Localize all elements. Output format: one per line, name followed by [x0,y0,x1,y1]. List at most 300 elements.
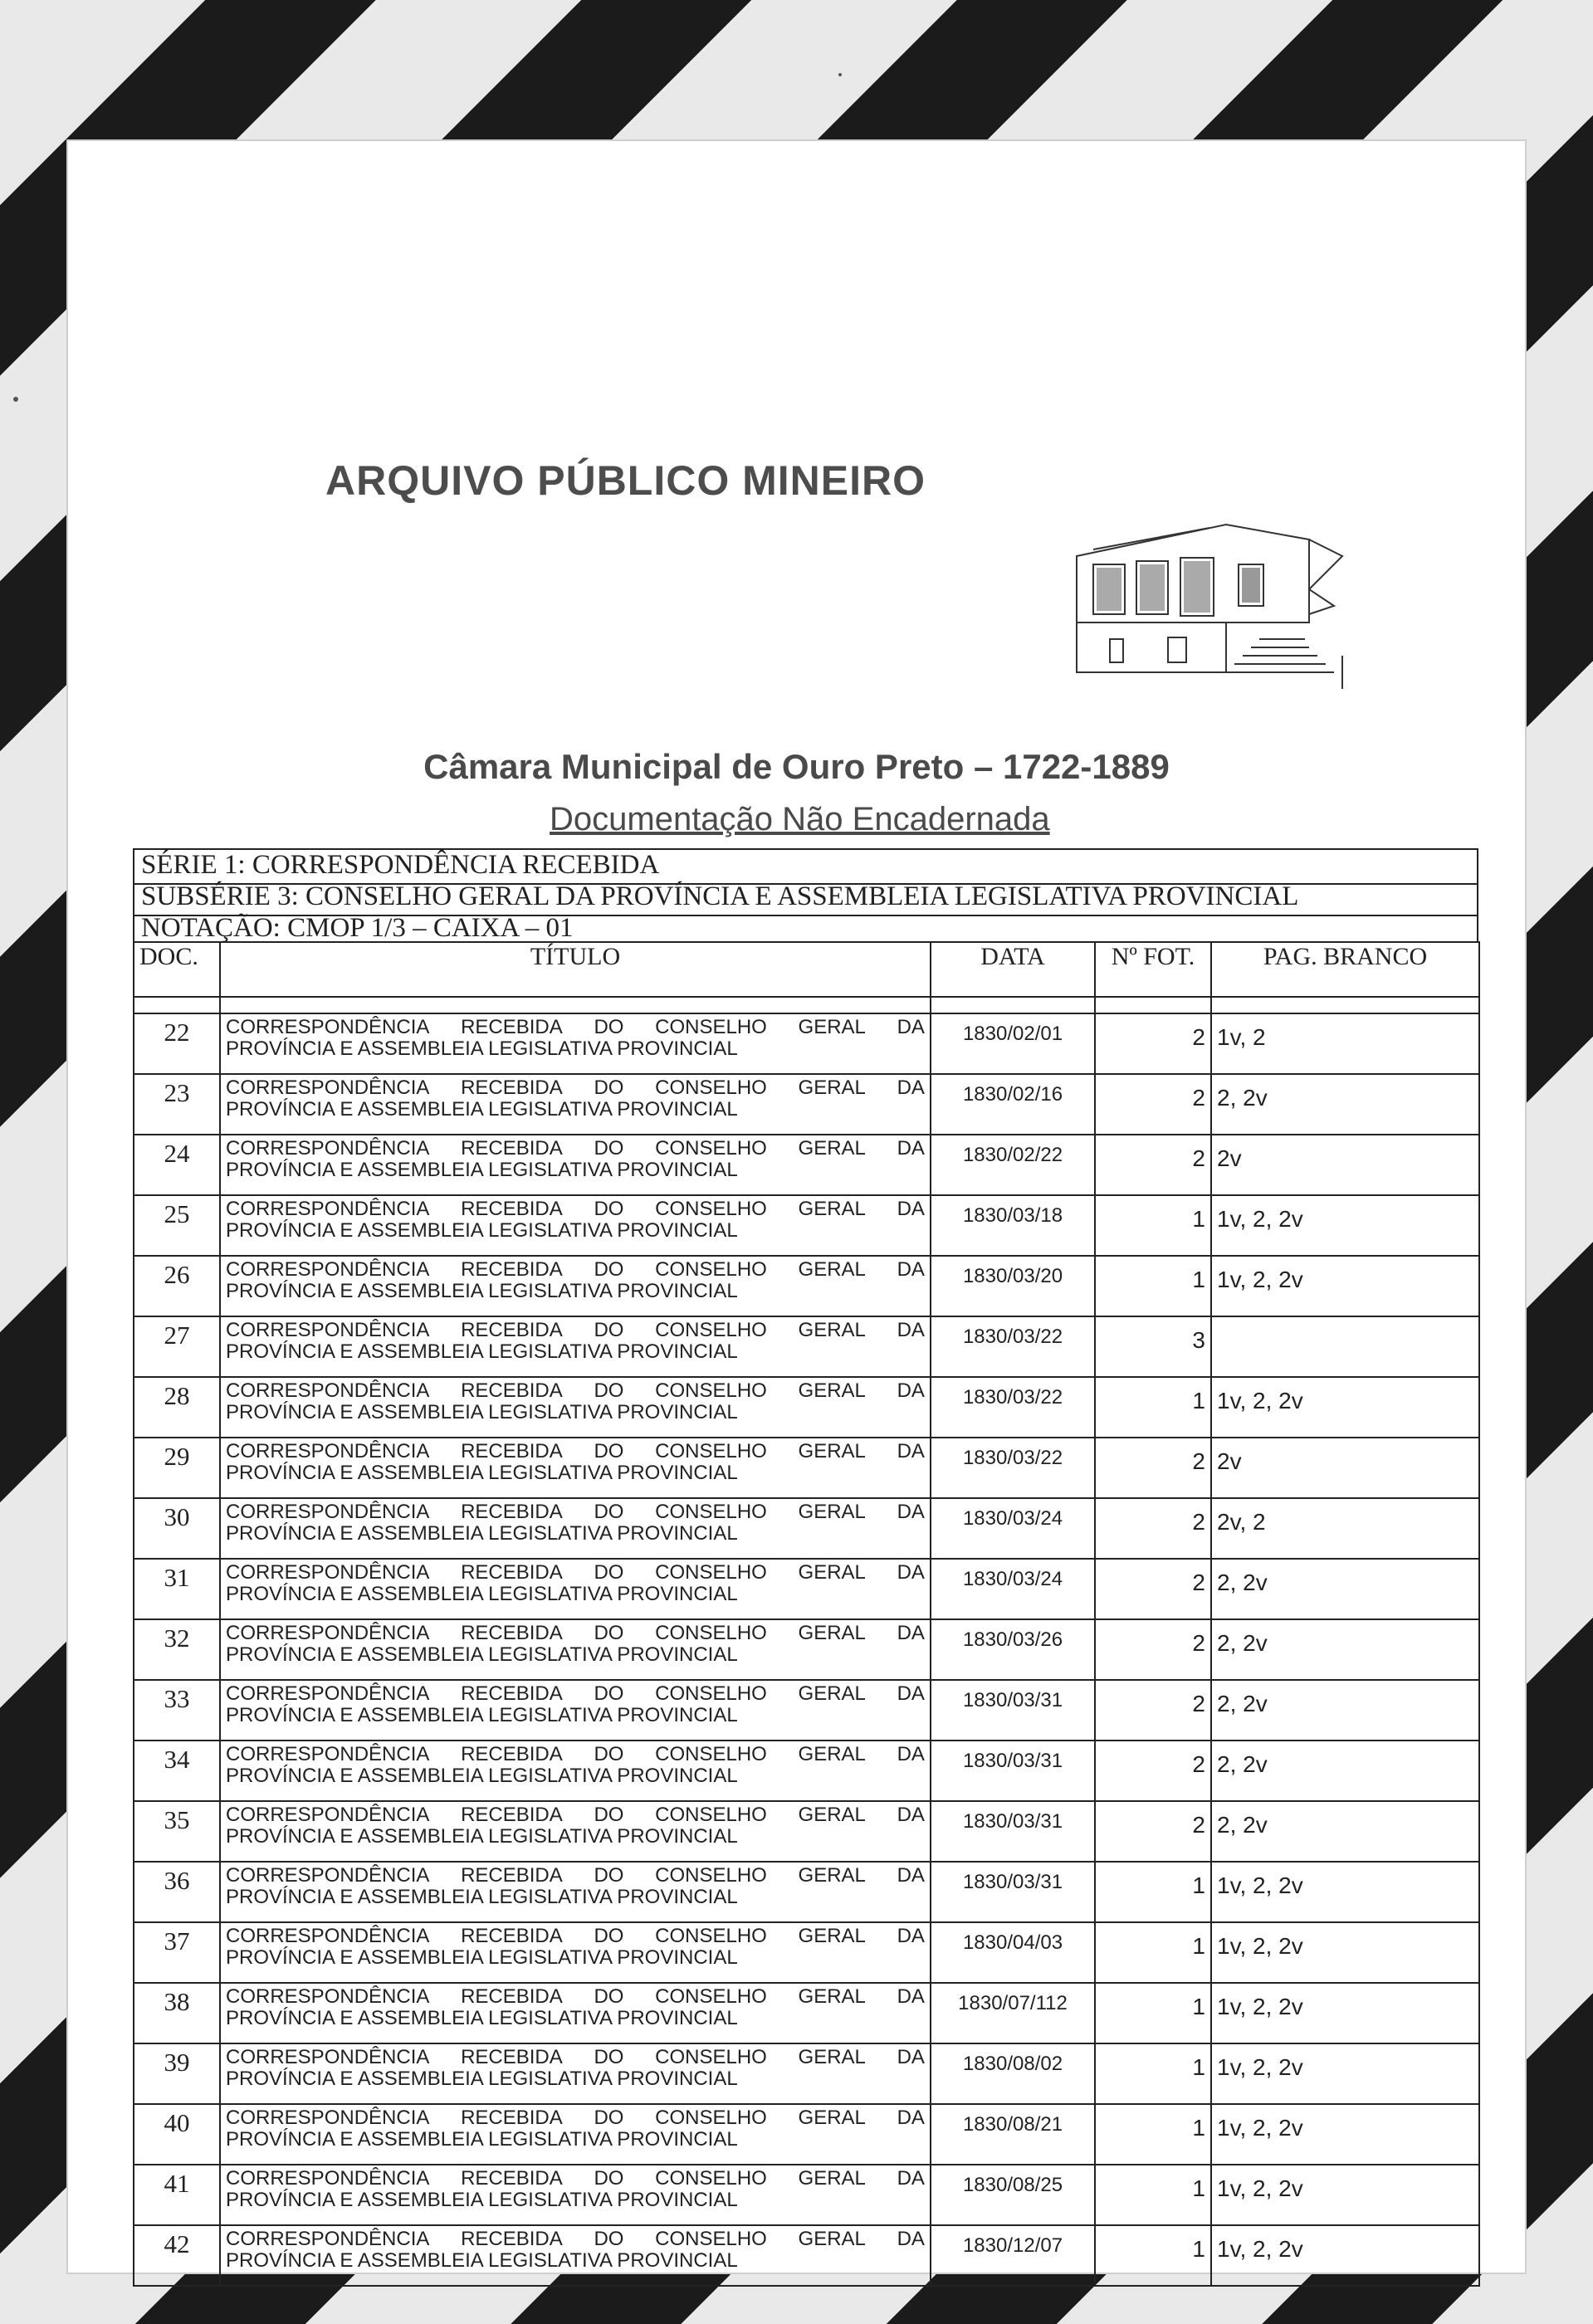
document-subtitle: Câmara Municipal de Ouro Preto – 1722-1889 [423,747,1170,786]
doc-title-word: RECEBIDA [461,1077,563,1099]
doc-title [220,1862,931,1922]
doc-photo-count: 1 [1095,1922,1211,1983]
doc-title-word: CONSELHO [655,1379,767,1402]
doc-number: 35 [134,1801,220,1862]
doc-number: 34 [134,1741,220,1801]
doc-title-word: DO [594,1319,624,1341]
doc-number: 33 [134,1680,220,1741]
doc-date: 1830/03/31 [931,1680,1095,1741]
doc-photo-count: 1 [1095,1862,1211,1922]
doc-title-word: RECEBIDA [461,1198,563,1220]
table-row [134,1377,1479,1438]
doc-title-word: RECEBIDA [461,1319,563,1341]
doc-blank-pages: 2v, 2 [1211,1498,1479,1559]
doc-title-word: DA [897,1804,925,1826]
doc-title [220,1377,931,1438]
table-row [134,2043,1479,2104]
doc-title-word: CONSELHO [655,1440,767,1462]
doc-title-word: CORRESPONDÊNCIA [226,1682,430,1705]
doc-number: 30 [134,1498,220,1559]
doc-title-word: CONSELHO [655,1501,767,1523]
doc-blank-pages: 2v [1211,1135,1479,1195]
doc-blank-pages [1211,1316,1479,1377]
doc-title-word: CORRESPONDÊNCIA [226,1379,430,1402]
doc-date: 1830/03/26 [931,1619,1095,1680]
doc-number: 40 [134,2104,220,2165]
doc-title [220,1801,931,1862]
series-info-box [133,848,1478,943]
doc-title-line-2: PROVÍNCIA E ASSEMBLEIA LEGISLATIVA PROVINCIAL [226,1219,738,1242]
doc-title-word: CONSELHO [655,1682,767,1705]
doc-blank-pages: 2v [1211,1438,1479,1498]
doc-title-word: DO [594,1501,624,1523]
doc-number: 37 [134,1922,220,1983]
doc-title-line-2: PROVÍNCIA E ASSEMBLEIA LEGISLATIVA PROVINCIAL [226,2007,738,2029]
doc-title [220,1074,931,1135]
spacer-row [134,997,1479,1013]
doc-title [220,1438,931,1498]
doc-number: 28 [134,1377,220,1438]
doc-blank-pages: 2, 2v [1211,1074,1479,1135]
doc-title-word: GERAL [798,1561,866,1584]
doc-photo-count: 1 [1095,1983,1211,2043]
doc-title-word: RECEBIDA [461,1258,563,1281]
doc-title-word: RECEBIDA [461,1743,563,1765]
doc-number: 38 [134,1983,220,2043]
doc-photo-count: 2 [1095,1741,1211,1801]
doc-title-line-2: PROVÍNCIA E ASSEMBLEIA LEGISLATIVA PROVINCIAL [226,1340,738,1363]
doc-title-word: DO [594,1682,624,1705]
doc-title-word: DO [594,1258,624,1281]
table-row [134,1013,1479,1074]
building-icon [1060,506,1359,722]
doc-number: 36 [134,1862,220,1922]
doc-title-word: DO [594,1743,624,1765]
doc-blank-pages: 1v, 2, 2v [1211,1256,1479,1316]
doc-title-word: GERAL [798,1501,866,1523]
doc-number: 29 [134,1438,220,1498]
doc-title-word: DO [594,1622,624,1644]
doc-photo-count: 2 [1095,1498,1211,1559]
doc-title-word: CORRESPONDÊNCIA [226,2107,430,2129]
doc-title-word: RECEBIDA [461,2046,563,2068]
doc-date: 1830/03/31 [931,1862,1095,1922]
doc-blank-pages: 1v, 2, 2v [1211,1195,1479,1256]
doc-date: 1830/03/18 [931,1195,1095,1256]
doc-title-word: GERAL [798,1985,866,2008]
doc-blank-pages: 1v, 2, 2v [1211,1377,1479,1438]
doc-title-word: GERAL [798,2046,866,2068]
doc-title-word: CORRESPONDÊNCIA [226,2228,430,2250]
doc-title-word: GERAL [798,1379,866,1402]
doc-title-word: GERAL [798,1622,866,1644]
doc-title-line-2: PROVÍNCIA E ASSEMBLEIA LEGISLATIVA PROVINCIAL [226,1946,738,1969]
header-fot: Nº FOT. [1095,942,1211,997]
doc-photo-count: 1 [1095,1377,1211,1438]
doc-title-word: RECEBIDA [461,1682,563,1705]
doc-title-line-2: PROVÍNCIA E ASSEMBLEIA LEGISLATIVA PROVINCIAL [226,2249,738,2272]
doc-photo-count: 1 [1095,2104,1211,2165]
doc-title-line-1 [226,2107,925,2129]
doc-title-word: CONSELHO [655,1016,767,1038]
doc-title-word: DA [897,1258,925,1281]
doc-title-word: DA [897,1077,925,1099]
doc-title-line-2: PROVÍNCIA E ASSEMBLEIA LEGISLATIVA PROVINCIAL [226,2068,738,2090]
doc-title-word: CONSELHO [655,1198,767,1220]
divider [133,915,1478,916]
doc-number: 22 [134,1013,220,1074]
doc-title-word: CORRESPONDÊNCIA [226,1198,430,1220]
doc-title-word: GERAL [798,1258,866,1281]
doc-title [220,1316,931,1377]
doc-date: 1830/02/01 [931,1013,1095,1074]
doc-title-word: GERAL [798,1077,866,1099]
doc-title-word: RECEBIDA [461,1561,563,1584]
doc-blank-pages: 1v, 2, 2v [1211,2225,1479,2286]
doc-title-word: DA [897,1440,925,1462]
doc-number: 39 [134,2043,220,2104]
table-row [134,1074,1479,1135]
doc-number: 31 [134,1559,220,1619]
doc-title-word: DA [897,1198,925,1220]
doc-title [220,1983,931,2043]
doc-title-line-1 [226,1744,925,1765]
doc-title-word: RECEBIDA [461,1137,563,1160]
doc-title-word: RECEBIDA [461,1925,563,1947]
doc-title-line-1 [226,1501,925,1523]
doc-title-word: CONSELHO [655,1137,767,1160]
doc-title-line-1 [226,1986,925,2008]
doc-title-word: DO [594,2107,624,2129]
doc-title [220,1135,931,1195]
table-row [134,1498,1479,1559]
doc-title-word: RECEBIDA [461,1016,563,1038]
doc-title-word: CONSELHO [655,1077,767,1099]
doc-number: 26 [134,1256,220,1316]
doc-blank-pages: 2, 2v [1211,1559,1479,1619]
doc-title-word: DO [594,1198,624,1220]
doc-number: 42 [134,2225,220,2286]
doc-title-word: DO [594,1440,624,1462]
doc-blank-pages: 1v, 2, 2v [1211,1862,1479,1922]
table-row [134,1862,1479,1922]
serie-label: SÉRIE 1: CORRESPONDÊNCIA RECEBIDA [141,850,660,880]
doc-title-line-1 [226,1865,925,1887]
doc-title-word: GERAL [798,1137,866,1160]
doc-title-word: RECEBIDA [461,2107,563,2129]
doc-title-line-1 [226,1804,925,1826]
doc-title-word: CORRESPONDÊNCIA [226,1561,430,1584]
doc-title [220,1498,931,1559]
doc-title-word: DA [897,1622,925,1644]
doc-title-word: CONSELHO [655,1319,767,1341]
doc-date: 1830/03/22 [931,1316,1095,1377]
doc-title [220,1195,931,1256]
doc-title [220,2165,931,2225]
doc-title-word: CORRESPONDÊNCIA [226,1319,430,1341]
doc-blank-pages: 2, 2v [1211,1801,1479,1862]
doc-title-word: GERAL [798,1682,866,1705]
doc-title-word: RECEBIDA [461,1985,563,2008]
doc-title-line-2: PROVÍNCIA E ASSEMBLEIA LEGISLATIVA PROVINCIAL [226,1462,738,1484]
table-row [134,2165,1479,2225]
doc-title-line-2: PROVÍNCIA E ASSEMBLEIA LEGISLATIVA PROVINCIAL [226,2128,738,2151]
doc-title-line-2: PROVÍNCIA E ASSEMBLEIA LEGISLATIVA PROVINCIAL [226,1098,738,1120]
doc-photo-count: 1 [1095,1256,1211,1316]
doc-title-word: DO [594,2228,624,2250]
doc-title-word: CONSELHO [655,1864,767,1887]
doc-title-word: CORRESPONDÊNCIA [226,1985,430,2008]
notacao-label: NOTAÇÃO: CMOP 1/3 – CAIXA – 01 [141,913,574,943]
doc-photo-count: 1 [1095,2165,1211,2225]
table-row [134,1438,1479,1498]
doc-title-word: DO [594,1925,624,1947]
doc-title-word: CORRESPONDÊNCIA [226,2167,430,2190]
doc-title-line-2: PROVÍNCIA E ASSEMBLEIA LEGISLATIVA PROVINCIAL [226,1401,738,1423]
doc-title [220,2225,931,2286]
doc-title-line-2: PROVÍNCIA E ASSEMBLEIA LEGISLATIVA PROVINCIAL [226,1886,738,1908]
doc-title-word: DO [594,2167,624,2190]
doc-date: 1830/03/20 [931,1256,1095,1316]
doc-title-word: DA [897,1379,925,1402]
doc-date: 1830/02/16 [931,1074,1095,1135]
doc-title-word: DA [897,2167,925,2190]
doc-title-word: RECEBIDA [461,1440,563,1462]
doc-date: 1830/03/24 [931,1559,1095,1619]
archive-title: ARQUIVO PÚBLICO MINEIRO [325,457,926,504]
doc-title [220,1559,931,1619]
doc-date: 1830/03/31 [931,1801,1095,1862]
doc-blank-pages: 1v, 2, 2v [1211,1922,1479,1983]
documents-table [133,941,1480,2287]
doc-title-word: RECEBIDA [461,1379,563,1402]
doc-title-word: CONSELHO [655,2167,767,2190]
doc-title-line-2: PROVÍNCIA E ASSEMBLEIA LEGISLATIVA PROVINCIAL [226,2189,738,2211]
doc-date: 1830/08/02 [931,2043,1095,2104]
doc-photo-count: 2 [1095,1559,1211,1619]
doc-title-line-1 [226,1683,925,1705]
table-row [134,1801,1479,1862]
doc-title-line-2: PROVÍNCIA E ASSEMBLEIA LEGISLATIVA PROVINCIAL [226,1159,738,1181]
doc-title-word: DO [594,1561,624,1584]
table-row [134,1680,1479,1741]
doc-title-word: GERAL [798,2167,866,2190]
doc-title-word: GERAL [798,1016,866,1038]
doc-title-line-1 [226,1320,925,1341]
doc-title-word: CONSELHO [655,1258,767,1281]
doc-title-line-1 [226,1138,925,1160]
doc-date: 1830/03/31 [931,1741,1095,1801]
doc-blank-pages: 1v, 2, 2v [1211,1983,1479,2043]
doc-title-word: CORRESPONDÊNCIA [226,1864,430,1887]
doc-title-word: RECEBIDA [461,2228,563,2250]
doc-number: 27 [134,1316,220,1377]
doc-blank-pages: 1v, 2, 2v [1211,2165,1479,2225]
doc-title-word: GERAL [798,1440,866,1462]
doc-title-line-2: PROVÍNCIA E ASSEMBLEIA LEGISLATIVA PROVINCIAL [226,1825,738,1848]
doc-title-word: RECEBIDA [461,1622,563,1644]
doc-photo-count: 2 [1095,1135,1211,1195]
doc-title-word: CORRESPONDÊNCIA [226,1501,430,1523]
doc-title-word: DO [594,1985,624,2008]
doc-title-word: GERAL [798,1804,866,1826]
table-row [134,1741,1479,1801]
doc-title-line-1 [226,2229,925,2250]
doc-blank-pages: 1v, 2, 2v [1211,2104,1479,2165]
table-row [134,1619,1479,1680]
doc-title [220,1741,931,1801]
table-row [134,1256,1479,1316]
doc-title [220,2043,931,2104]
doc-title [220,2104,931,2165]
doc-title-word: CORRESPONDÊNCIA [226,1137,430,1160]
doc-title-line-2: PROVÍNCIA E ASSEMBLEIA LEGISLATIVA PROVINCIAL [226,1765,738,1787]
doc-title-line-2: PROVÍNCIA E ASSEMBLEIA LEGISLATIVA PROVINCIAL [226,1704,738,1726]
doc-number: 32 [134,1619,220,1680]
doc-title-word: CORRESPONDÊNCIA [226,1077,430,1099]
doc-title-word: CORRESPONDÊNCIA [226,2046,430,2068]
doc-photo-count: 2 [1095,1438,1211,1498]
doc-title-word: CONSELHO [655,2228,767,2250]
header-titulo: TÍTULO [220,942,931,997]
doc-title-word: CORRESPONDÊNCIA [226,1440,430,1462]
doc-date: 1830/03/24 [931,1498,1095,1559]
doc-title-line-2: PROVÍNCIA E ASSEMBLEIA LEGISLATIVA PROVINCIAL [226,1643,738,1666]
doc-title-line-1 [226,1380,925,1402]
doc-photo-count: 2 [1095,1013,1211,1074]
table-row [134,1195,1479,1256]
doc-photo-count: 2 [1095,1619,1211,1680]
doc-number: 23 [134,1074,220,1135]
doc-title-word: CONSELHO [655,1804,767,1826]
doc-title-word: RECEBIDA [461,2167,563,2190]
table-row [134,2104,1479,2165]
doc-title-word: CONSELHO [655,1985,767,2008]
doc-title-word: CORRESPONDÊNCIA [226,1016,430,1038]
table-body [134,997,1479,2286]
doc-title-word: CONSELHO [655,1925,767,1947]
doc-title [220,1013,931,1074]
doc-title-line-1 [226,1259,925,1281]
doc-date: 1830/03/22 [931,1377,1095,1438]
header-data: DATA [931,942,1095,997]
doc-title-word: DO [594,1804,624,1826]
table-row [134,1559,1479,1619]
doc-photo-count: 2 [1095,1680,1211,1741]
doc-title-word: GERAL [798,2107,866,2129]
doc-title-word: CONSELHO [655,1743,767,1765]
table-row [134,1135,1479,1195]
subserie-label: SUBSÉRIE 3: CONSELHO GERAL DA PROVÍNCIA E ASSEMBLEIA LEGISLATIVA PROVINCIAL [141,881,1299,911]
doc-title-line-1 [226,1926,925,1947]
doc-title-line-2: PROVÍNCIA E ASSEMBLEIA LEGISLATIVA PROVINCIAL [226,1583,738,1605]
doc-title-word: CORRESPONDÊNCIA [226,1804,430,1826]
doc-title-word: DA [897,1682,925,1705]
header-doc: DOC. [134,942,220,997]
header-pag: PAG. BRANCO [1211,942,1479,997]
scan-speck [13,397,18,402]
doc-title-word: DO [594,1137,624,1160]
doc-title-word: DO [594,2046,624,2068]
doc-date: 1830/03/22 [931,1438,1095,1498]
doc-title-word: DO [594,1077,624,1099]
doc-blank-pages: 1v, 2 [1211,1013,1479,1074]
doc-title-word: DA [897,1743,925,1765]
doc-number: 25 [134,1195,220,1256]
doc-title-word: RECEBIDA [461,1864,563,1887]
document-subtitle-2: Documentação Não Encadernada [550,801,1050,837]
doc-title-word: GERAL [798,1925,866,1947]
table-row [134,1922,1479,1983]
doc-date: 1830/02/22 [931,1135,1095,1195]
doc-photo-count: 1 [1095,2043,1211,2104]
doc-photo-count: 2 [1095,1801,1211,1862]
doc-title-word: GERAL [798,1198,866,1220]
doc-title [220,1680,931,1741]
doc-title [220,1619,931,1680]
doc-blank-pages: 2, 2v [1211,1680,1479,1741]
doc-title-word: DA [897,1864,925,1887]
doc-title-line-1 [226,1562,925,1584]
doc-title-word: DO [594,1864,624,1887]
doc-title-line-1 [226,2047,925,2068]
doc-number: 41 [134,2165,220,2225]
doc-title [220,1256,931,1316]
doc-title-word: RECEBIDA [461,1501,563,1523]
doc-title-word: DA [897,2046,925,2068]
doc-date: 1830/04/03 [931,1922,1095,1983]
doc-title-line-1 [226,1017,925,1038]
doc-date: 1830/08/25 [931,2165,1095,2225]
doc-title-word: CORRESPONDÊNCIA [226,1925,430,1947]
doc-title-line-1 [226,1077,925,1099]
doc-title-word: CORRESPONDÊNCIA [226,1743,430,1765]
doc-photo-count: 1 [1095,1195,1211,1256]
doc-title-word: DA [897,1501,925,1523]
doc-date: 1830/08/21 [931,2104,1095,2165]
doc-title-word: CONSELHO [655,1561,767,1584]
doc-blank-pages: 1v, 2, 2v [1211,2043,1479,2104]
doc-title [220,1922,931,1983]
table-header-row [134,942,1479,997]
scan-speck [838,73,842,76]
doc-title-word: GERAL [798,1743,866,1765]
doc-date: 1830/07/112 [931,1983,1095,2043]
doc-title-word: DA [897,2228,925,2250]
doc-title-word: CONSELHO [655,2046,767,2068]
doc-blank-pages: 2, 2v [1211,1741,1479,1801]
doc-photo-count: 2 [1095,1074,1211,1135]
doc-title-line-1 [226,2168,925,2190]
doc-title-word: CONSELHO [655,2107,767,2129]
table-row [134,1316,1479,1377]
doc-title-word: GERAL [798,1864,866,1887]
doc-title-line-2: PROVÍNCIA E ASSEMBLEIA LEGISLATIVA PROVINCIAL [226,1038,738,1060]
doc-title-word: DA [897,1561,925,1584]
doc-title-word: DA [897,1137,925,1160]
doc-title-word: GERAL [798,2228,866,2250]
doc-title-word: DA [897,2107,925,2129]
doc-title-word: GERAL [798,1319,866,1341]
document-page [68,141,1525,2273]
doc-title-line-1 [226,1199,925,1220]
doc-title-word: DA [897,1925,925,1947]
doc-title-line-2: PROVÍNCIA E ASSEMBLEIA LEGISLATIVA PROVINCIAL [226,1280,738,1302]
doc-title-word: CORRESPONDÊNCIA [226,1622,430,1644]
doc-title-word: DA [897,1985,925,2008]
doc-title-word: DO [594,1016,624,1038]
divider [133,883,1478,885]
